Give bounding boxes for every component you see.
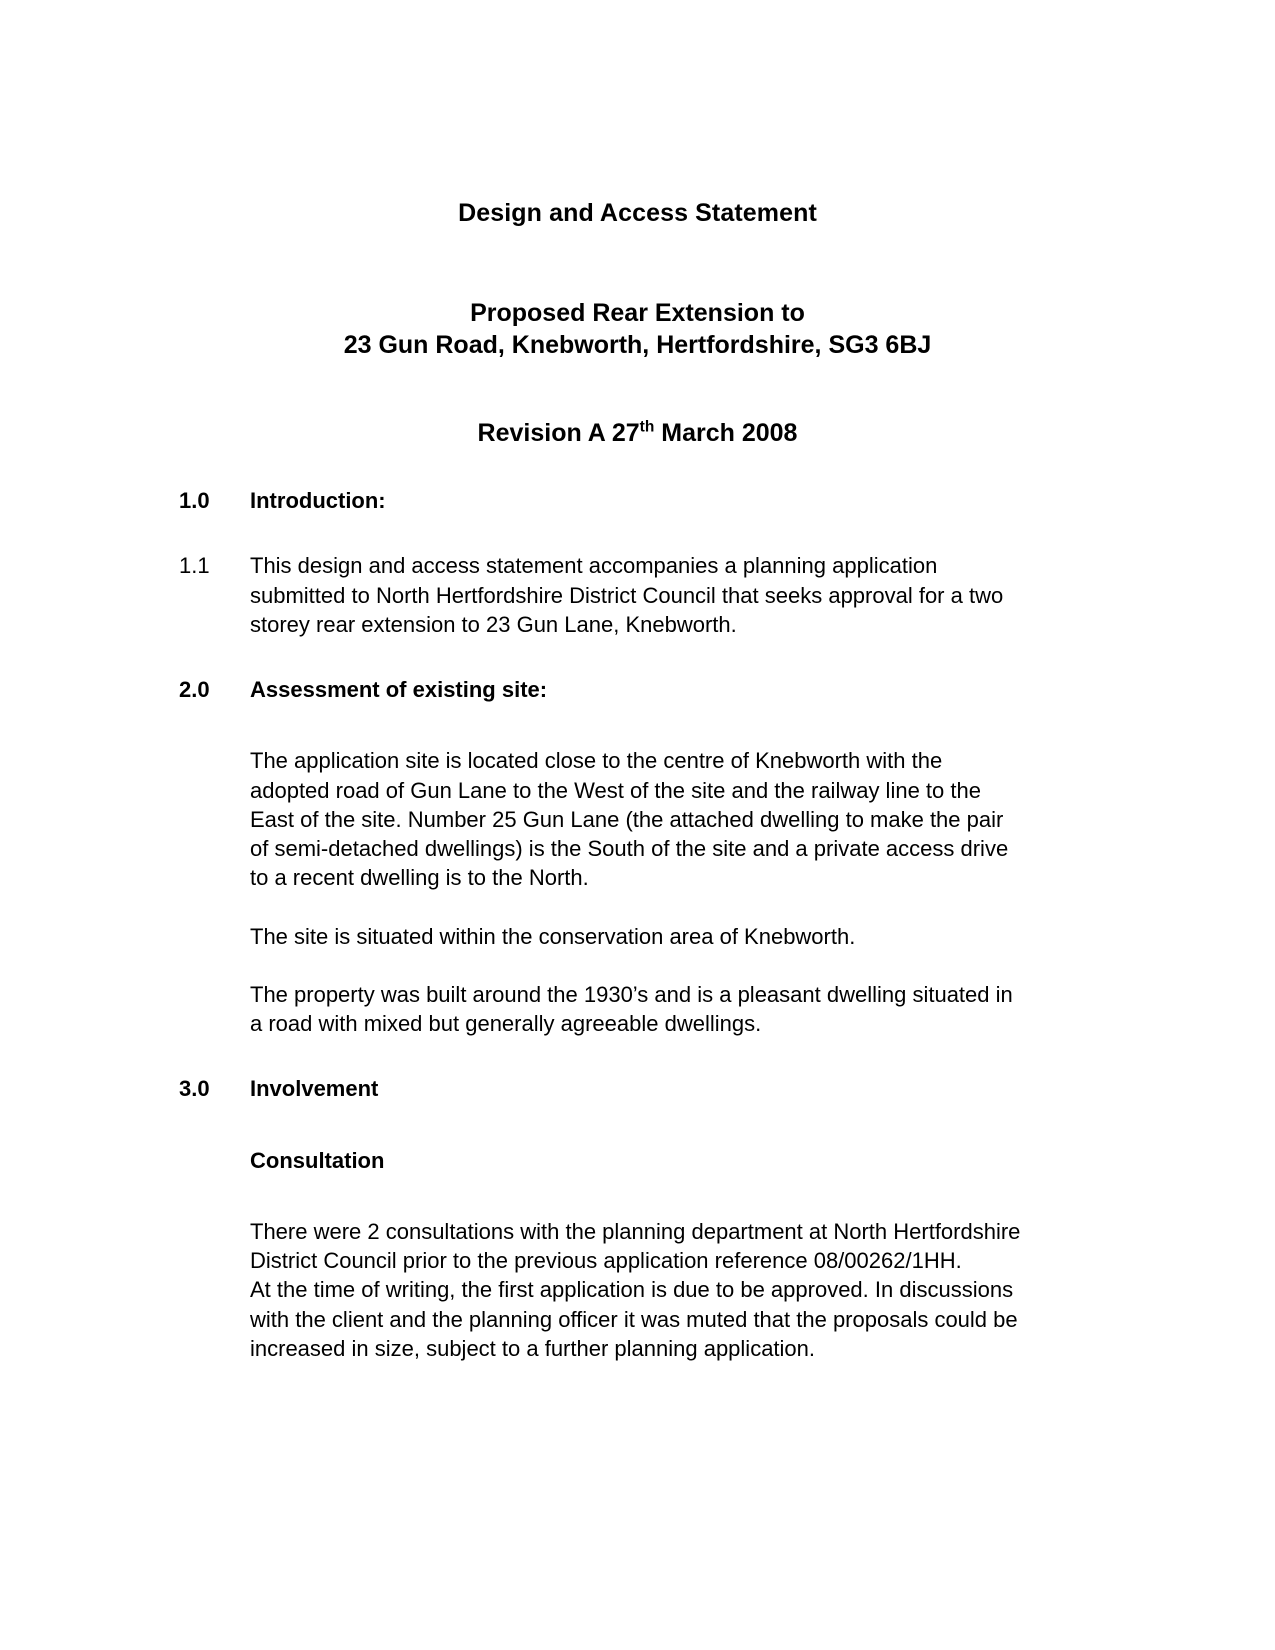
spacer [0,515,1275,551]
spacer [0,1104,1275,1146]
section-2-paragraph-3-wrap [0,980,1023,1039]
section-number-2: 2.0 [179,677,210,702]
section-3-subheading-wrap [0,1146,1023,1175]
section-2-paragraph-2-wrap [0,922,1023,951]
revision-ordinal-suffix: th [639,418,655,436]
section-2-paragraph-1: The application site is located close to the centre of Knebworth with the adopted road of Gun Lane to the West of the site and the railway line to the East of the site. Number 25 Gun Lane (the attached dwelling to make the pair of semi-detached dwellings) is the South of the site and a private access drive to a recent dwelling is to the North. [250,748,1009,891]
section-item-1-1 [0,551,1275,639]
section-title-3: Involvement [250,1076,379,1102]
section-3-paragraph-1-wrap [0,1217,1023,1276]
section-heading-2 [0,675,1275,704]
spacer [0,893,1275,922]
section-number-1: 1.0 [179,488,210,513]
section-title-1: Introduction: [250,488,386,513]
section-2-paragraph-2: The site is situated within the conservation area of Knebworth. [250,923,856,949]
section-3-paragraph-2: At the time of writing, the first application is due to be approved. In discussions with the client and the planning officer it was muted that the proposals could be increased in size, subject to a further planning application. [250,1277,1018,1361]
document-body [0,486,1275,1363]
spacer [0,951,1275,980]
section-2-paragraph-1-wrap [0,746,1023,892]
section-2-paragraph-3: The property was built around the 1930’s and is a pleasant dwelling situated in a road with mixed but generally agreeable dwellings. [250,981,1013,1036]
revision-line [0,418,1275,448]
spacer [0,639,1275,675]
section-3-paragraph-2-wrap [0,1275,1023,1363]
subtitle-block [0,297,1275,361]
subtitle-line-1: Proposed Rear Extension to [470,299,805,327]
section-heading-1 [0,486,1275,515]
title-block [0,198,1275,448]
spacer [0,704,1275,746]
section-number-1-1: 1.1 [179,553,210,579]
subtitle-line-2: 23 Gun Road, Knebworth, Hertfordshire, SG3 6BJ [343,331,932,359]
spacer [0,1175,1275,1217]
spacer [0,1038,1275,1074]
section-3-subheading-consultation: Consultation [250,1147,385,1173]
section-text-1-1: This design and access statement accompanies a planning application submitted to North Hertfordshire District Council that seeks approval for a two storey rear extension to 23 Gun Lane, Knebworth. [250,553,1004,637]
revision-date: March 2008 [654,419,798,447]
section-3-paragraph-1: There were 2 consultations with the planning department at North Hertfordshire District Council prior to the previous application reference 08/00262/1HH. [250,1218,1021,1273]
page-title: Design and Access Statement [458,199,817,227]
revision-prefix: Revision A 27 [477,419,640,447]
section-title-2: Assessment of existing site: [250,677,548,702]
section-heading-3 [0,1074,1275,1103]
section-number-3: 3.0 [179,1076,210,1102]
